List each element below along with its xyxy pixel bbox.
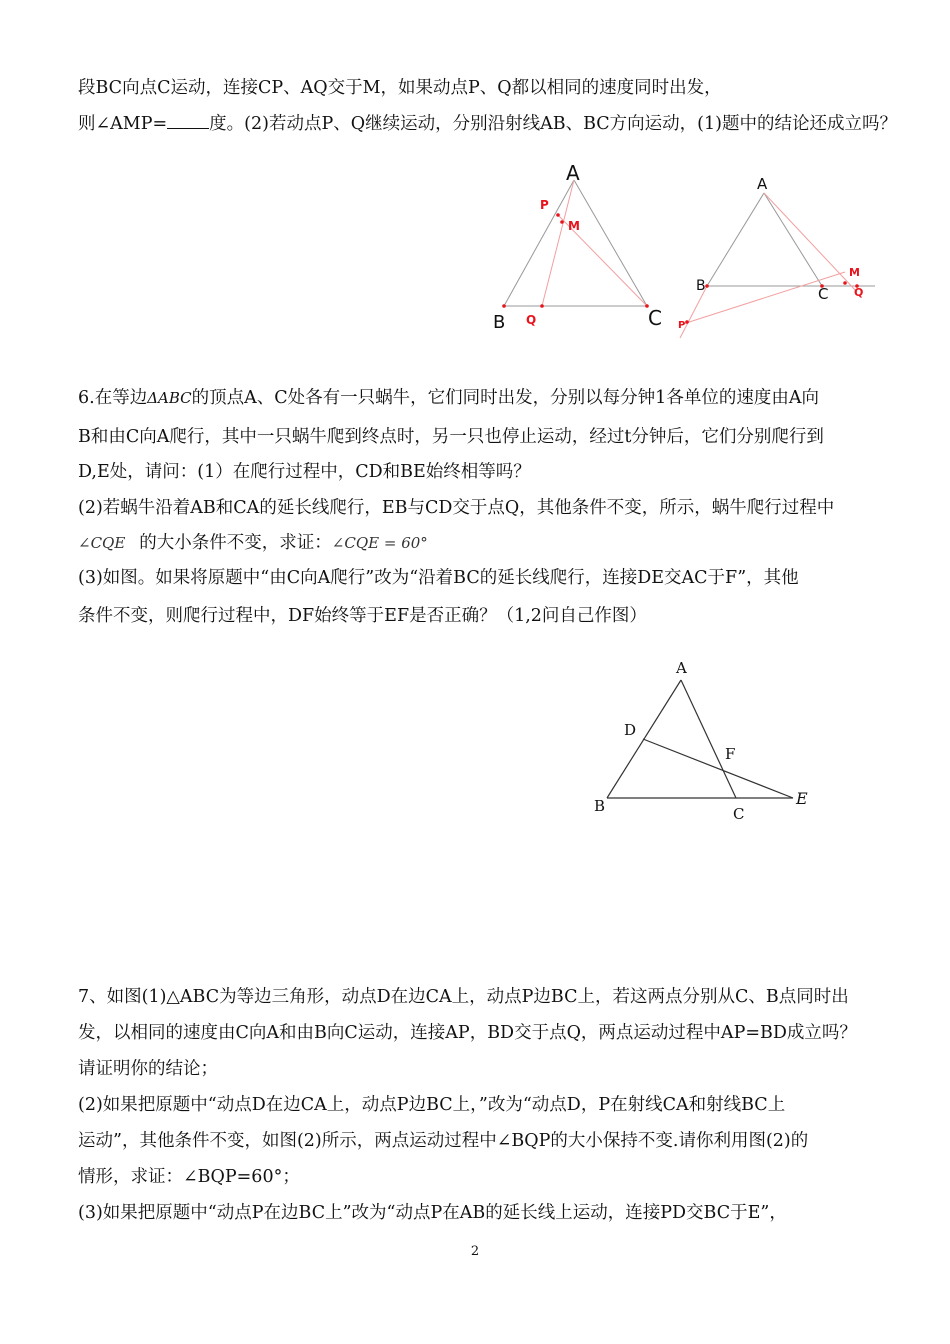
point-m <box>843 281 847 285</box>
label-e: E <box>796 789 808 808</box>
label-b: B <box>594 797 606 815</box>
label-f: F <box>725 745 736 763</box>
q7-line-4: (2)如果把原题中“动点D在边CA上，动点P边BC上，”改为“动点D，P在射线CA和射线BC上 <box>78 1095 786 1115</box>
q7-line-1: 7、如图(1)△ABC为等边三角形，动点D在边CA上，动点P边BC上，若这两点分别从C、B点同时出 <box>78 987 849 1007</box>
label-c: C <box>648 306 662 330</box>
label-q: Q <box>526 313 537 327</box>
q7-line-2: 发，以相同的速度由C向A和由B向C运动，连接AP，BD交于点Q，两点运动过程中AP=BD成立吗？ <box>78 1023 857 1043</box>
label-c: C <box>733 805 745 823</box>
q5-figure-2 <box>670 175 885 345</box>
q6-line-4: (2)若蜗牛沿着AB和CA的延长线爬行，EB与CD交于点Q，其他条件不变，所示，蜗牛爬行过程中 <box>78 498 835 518</box>
q6-line-5-mid: 的大小条件不变，求证： <box>139 533 332 553</box>
q5-line-2-end: 度。(2)若动点P、Q继续运动，分别沿射线AB、BC方向运动，(1)题中的结论还成立吗？ <box>209 114 897 134</box>
label-m: M <box>849 266 860 279</box>
label-a: A <box>757 175 768 193</box>
q6-figure <box>585 655 825 830</box>
triangle-symbol: ΔABC <box>147 389 192 407</box>
q5-line-2 <box>78 110 897 136</box>
point-p <box>685 320 689 324</box>
q6-line-1 <box>78 386 819 410</box>
label-b: B <box>696 278 706 294</box>
q6-line-1-end: 的顶点A、C处各有一只蜗牛，它们同时出发，分别以每分钟1各单位的速度由A向 <box>191 388 819 408</box>
angle-cqe: ∠CQE <box>78 534 126 552</box>
label-a: A <box>676 659 687 677</box>
label-d: D <box>624 721 637 739</box>
label-a: A <box>566 161 580 185</box>
q6-line-3: D,E处，请问：(1）在爬行过程中，CD和BE始终相等吗？ <box>78 462 531 482</box>
answer-blank <box>167 110 209 129</box>
q6-line-2: B和由C向A爬行，其中一只蜗牛爬到终点时，另一只也停止运动，经过t分钟后，它们分别爬行到 <box>78 427 824 447</box>
label-m: M <box>568 219 580 233</box>
label-p: P <box>540 198 549 212</box>
label-q: Q <box>854 286 864 299</box>
label-b: B <box>493 312 506 333</box>
q5-line-2-start: 则∠AMP= <box>78 114 168 134</box>
q7-line-7: (3)如果把原题中“动点P在边BC上”改为“动点P在AB的延长线上运动，连接PD交BC于E”， <box>78 1203 787 1223</box>
q7-line-5: 运动”，其他条件不变，如图(2)所示，两点运动过程中∠BQP的大小保持不变.请你利用图(2)的 <box>78 1131 809 1151</box>
point-q <box>540 304 544 308</box>
label-p: P <box>678 320 686 331</box>
q7-line-3: 请证明你的结论； <box>78 1059 218 1079</box>
label-c: C <box>818 285 829 303</box>
q7-line-6: 情形，求证：∠BQP=60°； <box>78 1167 300 1187</box>
q5-figure-1 <box>490 160 680 335</box>
point-m <box>560 220 564 224</box>
q6-line-5 <box>78 531 428 555</box>
page-number: 2 <box>470 1244 480 1259</box>
q5-line-1: 段BC向点C运动，连接CP、AQ交于M，如果动点P、Q都以相同的速度同时出发， <box>78 78 722 98</box>
q6-line-6: (3)如图。如果将原题中“由C向A爬行”改为“沿着BC的延长线爬行，连接DE交AC于F”，其他 <box>78 568 799 588</box>
point-p <box>556 213 560 217</box>
angle-equation: ∠CQE = 60° <box>331 534 428 552</box>
q6-line-1-start: 6.在等边 <box>78 388 148 408</box>
q6-line-7: 条件不变，则爬行过程中，DF始终等于EF是否正确？（1,2问自己作图） <box>78 606 647 626</box>
